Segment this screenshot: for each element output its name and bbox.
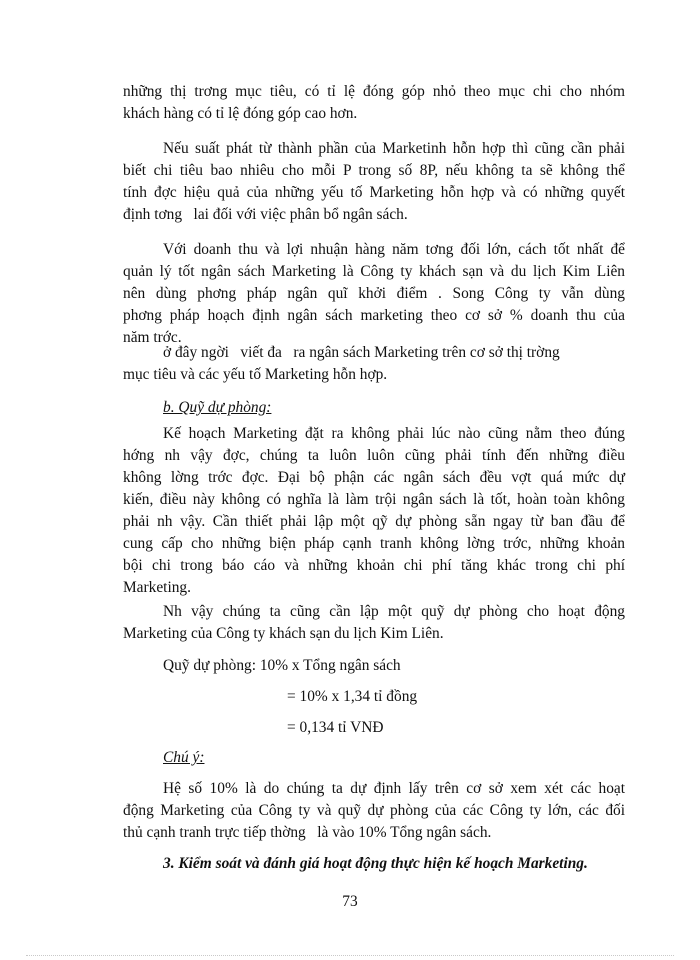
note-heading: Chú ý: <box>163 749 205 766</box>
text-line: định tơng lai đối với việc phân bổ ngân sách. <box>123 206 408 223</box>
text-line: Với doanh thu và lợi nhuận hàng năm tơng đối lớn, cách tốt nhất để <box>163 241 625 258</box>
section-heading: 3. Kiểm soát và đánh giá hoạt động thực hiện kế hoạch Marketing. <box>163 855 588 872</box>
text-line: mục tiêu và các yếu tố Marketing hỗn hợp. <box>123 366 388 383</box>
text-line: động Marketing của Công ty và quỹ dự phòng của các Công ty lớn, các đối <box>123 802 625 819</box>
text-line: Hệ số 10% là do chúng ta dự định lấy trên cơ sở xem xét các hoạt <box>163 780 625 797</box>
text-line: hớng nh vậy đợc, chúng ta luôn luôn cũng phải tính đến những điều <box>123 447 625 464</box>
text-line: ở đây ngời viết đa ra ngân sách Marketing trên cơ sở thị trờng <box>163 344 560 361</box>
text-line: những thị trơng mục tiêu, có tỉ lệ đóng góp nhỏ theo mục chi cho nhóm <box>123 83 625 100</box>
text-line: Nếu suất phát từ thành phần của Marketinh hỗn hợp thì cũng cần phải <box>163 140 625 157</box>
text-line: thủ cạnh tranh trực tiếp thờng là vào 10% Tổng ngân sách. <box>123 824 492 841</box>
text-line: phải nh vậy. Cần thiết phải lập một qỹ dự phòng sẵn ngay từ ban đầu để <box>123 513 625 530</box>
text-line: Kế hoạch Marketing đặt ra không phải lúc nào cũng nằm theo đúng <box>163 425 625 442</box>
text-line: biết chi tiêu bao nhiêu cho mỗi P trong số 8P, nếu không ta sẽ không thể <box>123 162 625 179</box>
text-line: Nh vậy chúng ta cũng cần lập một quỹ dự phòng cho hoạt động <box>163 603 625 620</box>
text-line: quản lý tốt ngân sách Marketing là Công ty khách sạn và du lịch Kim Liên <box>123 263 625 280</box>
formula-line: = 0,134 tỉ VNĐ <box>287 719 384 736</box>
formula-line: = 10% x 1,34 tỉ đồng <box>287 688 418 705</box>
section-heading: b. Quỹ dự phòng: <box>163 399 272 416</box>
text-line: bội chi trong báo cáo và những khoản chi phí tăng khác trong chi phí <box>123 557 625 574</box>
text-line: nên dùng phơng pháp ngân quĩ khởi điểm . Song Công ty vẫn dùng <box>123 285 625 302</box>
text-line: không lờng trớc đợc. Đại bộ phận các ngân sách đều vợt quá mức dự <box>123 469 625 486</box>
text-line: Marketing của Công ty khách sạn du lịch Kim Liên. <box>123 625 444 642</box>
text-line: kiến, điều này không có nghĩa là làm trội ngân sách là tốt, hoàn toàn không <box>123 491 625 508</box>
text-line: Marketing. <box>123 579 191 596</box>
text-line: năm trớc. <box>123 329 182 346</box>
text-line: phơng pháp hoạch định ngân sách marketing theo cơ sở % doanh thu của <box>123 307 625 324</box>
text-line: cung cấp cho những biện pháp cạnh tranh không lờng trớc, những khoản <box>123 535 625 552</box>
text-line: tính đợc hiệu quả của những yếu tố Marketing hỗn hợp và có những quyết <box>123 184 625 201</box>
page-edge-divider <box>26 955 674 956</box>
formula-line: Quỹ dự phòng: 10% x Tổng ngân sách <box>163 657 401 674</box>
text-line: khách hàng có tỉ lệ đóng góp cao hơn. <box>123 105 358 122</box>
page-number: 73 <box>342 893 358 910</box>
